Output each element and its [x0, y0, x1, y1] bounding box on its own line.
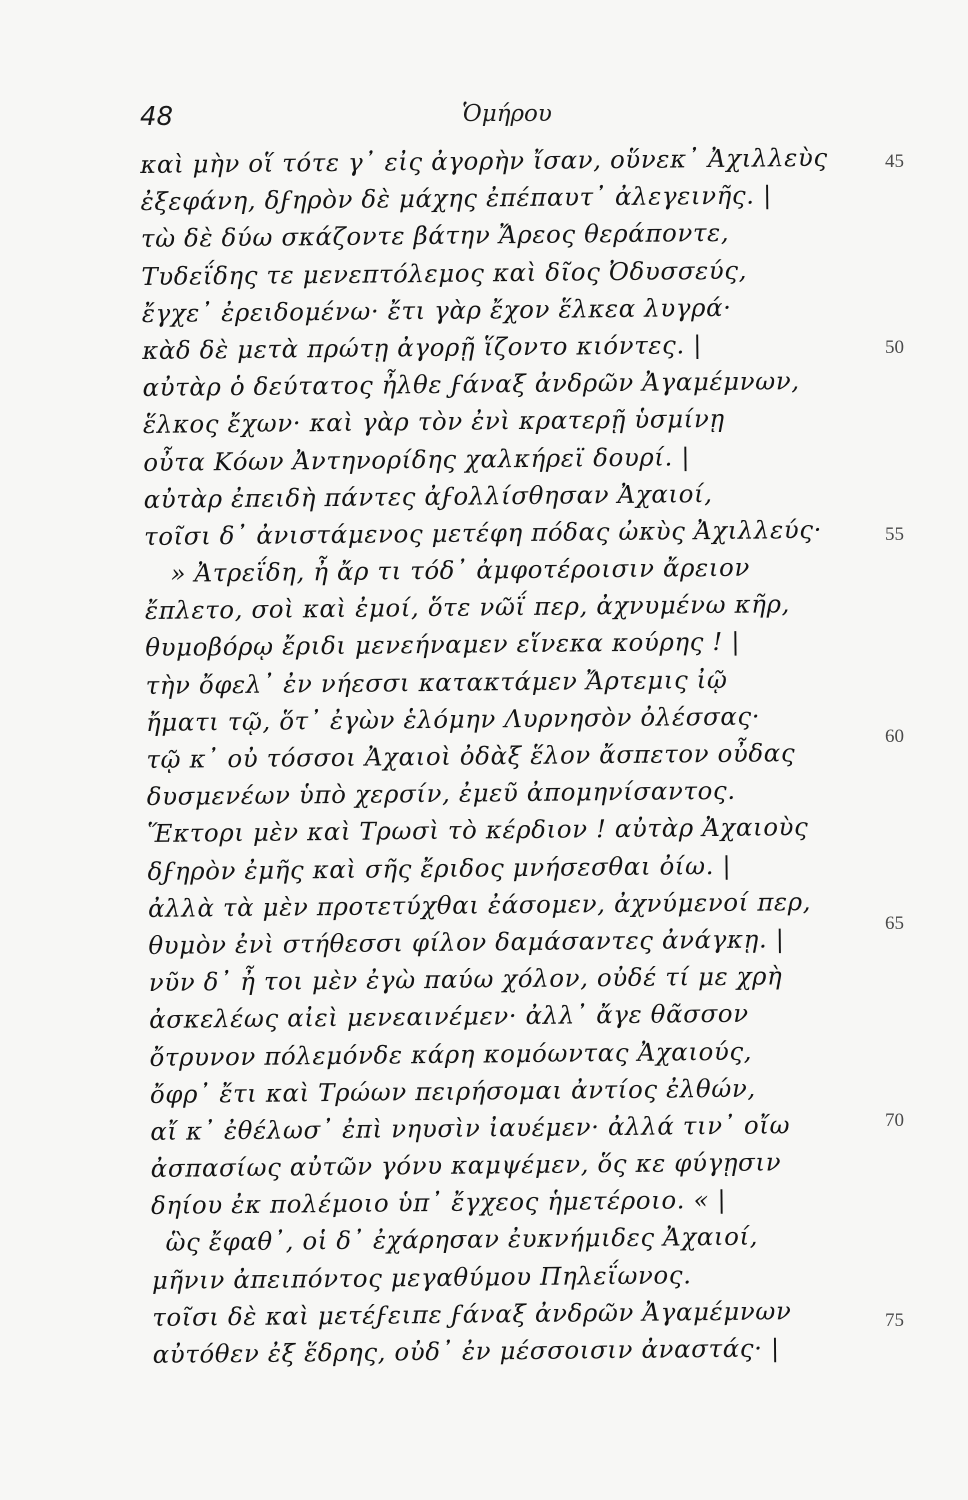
verse-line: θυμὸν ἐνὶ στήθεσσι φίλον δαμάσαντες ἀνάγκῃ. |	[148, 924, 785, 960]
verse-line: Τυδεΐδης τε μενεπτόλεμος καὶ δῖος Ὀδυσσεύς,	[141, 255, 748, 291]
verse-line: τὴν ὄφελ᾽ ἐν νήεσσι κατακτάμεν Ἄρτεμις ἰῷ	[145, 664, 728, 700]
line-number-70: 70	[885, 1110, 904, 1131]
verse-line: αὐτόθεν ἐξ ἕδρης, οὐδ᾽ ἐν μέσσοισιν ἀναστάς· |	[152, 1333, 780, 1369]
verse-line: Ἕκτορι μὲν καὶ Τρωσὶ τὸ κέρδιον ! αὐτὰρ Ἀχαιοὺς	[147, 812, 809, 849]
line-number-55: 55	[885, 524, 904, 545]
line-number-75: 75	[885, 1310, 904, 1331]
verse-line: τοῖσι δὲ καὶ μετέϝειπε ϝάναξ ἀνδρῶν Ἀγαμέμνων	[152, 1296, 792, 1332]
verse-line: θυμοβόρῳ ἔριδι μενεήναμεν εἵνεκα κούρης ! |	[145, 627, 741, 663]
line-number-50: 50	[885, 337, 904, 358]
verse-line: τὼ δὲ δύω σκάζοντε βάτην Ἄρεος θεράποντε,	[140, 218, 730, 254]
verse-line: ἔπλετο, σοὶ καὶ ἐμοί, ὅτε νῶΐ περ, ἀχνυμένω κῆρ,	[144, 589, 791, 626]
verse-line: καὶ μὴν οἵ τότε γ᾽ εἰς ἀγορὴν ἴσαν, οὕνεκ᾽ Ἀχιλλεὺς	[140, 142, 828, 179]
verse-line: μῆνιν ἀπειπόντος μεγαθύμου Πηλεΐωνος.	[151, 1259, 692, 1295]
verse-line: ὄτρυνον πόλεμόνδε κάρη κομόωντας Ἀχαιούς,	[149, 1036, 753, 1072]
verse-line: οὖτα Κόων Ἀντηνορίδης χαλκήρεϊ δουρί. |	[143, 441, 691, 477]
verse-line: τῷ κ᾽ οὐ τόσσοι Ἀχαιοὶ ὀδὰξ ἕλον ἄσπετον οὖδας	[146, 738, 796, 774]
verse-line: ἕλκος ἔχων· καὶ γὰρ τὸν ἐνὶ κρατερῇ ὑσμίνῃ	[142, 404, 725, 440]
line-number-65: 65	[885, 913, 904, 934]
line-number-45: 45	[885, 151, 904, 172]
verse-line: ἔγχε᾽ ἐρειδομένω· ἔτι γὰρ ἔχον ἕλκεα λυγρά·	[141, 292, 732, 328]
verse-line: δϝηρὸν ἐμῆς καὶ σῆς ἔριδος μνήσεσθαι ὀίω. |	[147, 850, 732, 886]
page-number: 48	[140, 102, 174, 132]
verse-line: τοῖσι δ᾽ ἀνιστάμενος μετέφη πόδας ὠκὺς Ἀχιλλεύς·	[143, 514, 823, 551]
verse-line: ἐξεφάνη, δϝηρὸν δὲ μάχης ἐπέπαυτ᾽ ἀλεγεινῆς. |	[140, 180, 772, 217]
verse-text-block	[140, 139, 843, 1373]
running-title: Ὁμήρου	[462, 101, 552, 127]
verse-line: νῦν δ᾽ ἦ τοι μὲν ἐγὼ παύω χόλον, οὐδέ τί με χρὴ	[148, 961, 783, 998]
verse-line: ἀσπασίως αὐτῶν γόνυ καμψέμεν, ὅς κε φύγῃσιν	[150, 1147, 782, 1184]
verse-line: ὣς ἔφαθ᾽, οἱ δ᾽ ἐχάρησαν ἐυκνήμιδες Ἀχαιοί,	[165, 1222, 759, 1258]
verse-line: αὐτὰρ ὁ δεύτατος ἦλθε ϝάναξ ἀνδρῶν Ἀγαμέμνων,	[142, 366, 800, 403]
verse-line: ἀλλὰ τὰ μὲν προτετύχθαι ἐάσομεν, ἀχνύμενοί περ,	[147, 886, 812, 923]
verse-line: δηίου ἐκ πολέμοιο ὑπ᾽ ἔγχεος ἡμετέροιο. « |	[150, 1185, 727, 1221]
verse-line: ὄφρ᾽ ἔτι καὶ Τρώων πειρήσομαι ἀντίος ἐλθών,	[149, 1073, 756, 1109]
verse-line: αὐτὰρ ἐπειδὴ πάντες ἀϝολλίσθησαν Ἀχαιοί,	[143, 478, 713, 514]
verse-line: αἴ κ᾽ ἐθέλωσ᾽ ἐπὶ νηυσὶν ἰαυέμεν· ἀλλά τιν᾽ οἴω	[150, 1110, 791, 1146]
verse-line: δυσμενέων ὑπὸ χερσίν, ἐμεῦ ἀπομηνίσαντος.	[146, 775, 736, 812]
verse-line: ἤματι τῷ, ὅτ᾽ ἐγὼν ἑλόμην Λυρνησὸν ὀλέσσας·	[145, 701, 761, 737]
speech-opening-line: » Ἀτρεΐδη, ἦ ἄρ τι τόδ᾽ ἀμφοτέροισιν ἄρειον	[170, 552, 751, 588]
verse-line: κὰδ δὲ μετὰ πρώτῃ ἀγορῇ ἵζοντο κιόντες. |	[141, 330, 703, 365]
verse-line: ἀσκελέως αἰεὶ μενεαινέμεν· ἀλλ᾽ ἄγε θᾶσσον	[148, 998, 749, 1035]
line-number-60: 60	[885, 726, 904, 747]
